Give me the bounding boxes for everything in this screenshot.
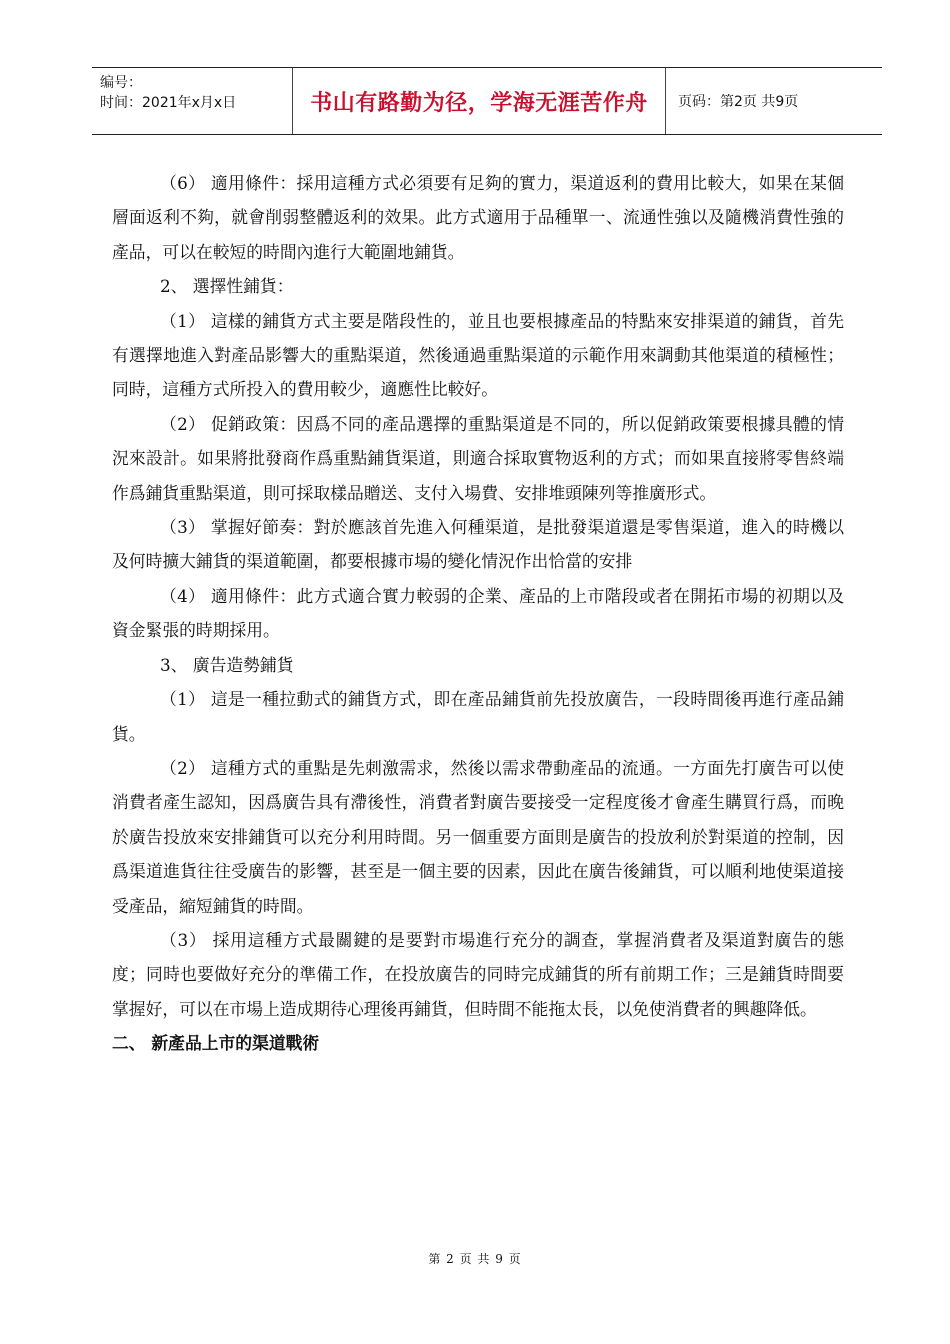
header-motto: 书山有路勤为径，学海无涯苦作舟 (293, 68, 666, 134)
header-page-info: 页码：第2页 共9页 (678, 94, 799, 110)
document-body (112, 166, 844, 1061)
code-label: 编号： (100, 75, 142, 91)
section-heading: 二、 新產品上市的渠道戰術 (112, 1033, 320, 1054)
paragraph: （4） 適用條件：此方式適合實力較弱的企業、產品的上市階段或者在開拓市場的初期以及資金緊張的時期採用。 (112, 585, 844, 641)
time-label: 时间：2021年x月x日 (100, 95, 237, 111)
subheading: 2、 選擇性鋪貨： (160, 276, 294, 297)
paragraph: （3） 掌握好節奏：對於應該首先進入何種渠道，是批發渠道還是零售渠道，進入的時機以及何時擴大鋪貨的渠道範圍，都要根據市場的變化情況作出恰當的安排 (112, 517, 844, 572)
paragraph: （3） 採用這種方式最關鍵的是要對市場進行充分的調查，掌握消費者及渠道對廣告的態度；同時也要做好充分的準備工作，在投放廣告的同時完成鋪貨的所有前期工作；三是鋪貨時間要掌握好，可以在市場上造成期待心理後再鋪貨，但時間不能拖太長，以免使消費者的興趣降低。 (112, 929, 844, 1019)
page-header (92, 67, 882, 135)
paragraph: （6） 適用條件：採用這種方式必須要有足夠的實力，渠道返利的費用比較大，如果在某個層面返利不夠，就會削弱整體返利的效果。此方式適用于品種單一、流通性強以及隨機消費性強的產品，可以在較短的時間內進行大範圍地鋪貨。 (112, 173, 844, 262)
paragraph: （2） 促銷政策：因爲不同的產品選擇的重點渠道是不同的，所以促銷政策要根據具體的情況來設計。如果將批發商作爲重點鋪貨渠道，則適合採取實物返利的方式；而如果直接將零售終端作爲鋪貨重點渠道，則可採取樣品贈送、支付入場費、安排堆頭陳列等推廣形式。 (112, 413, 844, 503)
page-footer: 第 2 页 共 9 页 (428, 1252, 522, 1266)
subheading: 3、 廣告造勢鋪貨 (160, 654, 294, 675)
header-meta (92, 68, 293, 134)
paragraph: （2） 這種方式的重點是先刺激需求，然後以需求帶動產品的流通。一方面先打廣告可以使消費者產生認知，因爲廣告具有滯後性，消費者對廣告要接受一定程度後才會產生購買行爲，而晚於廣告投放來安排鋪貨可以充分利用時間。另一個重要方面則是廣告的投放利於對渠道的控制，因爲渠道進貨往往受廣告的影響，甚至是一個主要的因素，因此在廣告後鋪貨，可以順利地使渠道接受產品，縮短鋪貨的時間。 (112, 757, 844, 916)
paragraph: （1） 這是一種拉動式的鋪貨方式，即在產品鋪貨前先投放廣告，一段時間後再進行產品鋪貨。 (112, 689, 844, 744)
paragraph: （1） 這樣的鋪貨方式主要是階段性的，並且也要根據產品的特點來安排渠道的鋪貨，首先有選擇地進入對產品影響大的重點渠道，然後通過重點渠道的示範作用來調動其他渠道的積極性；同時，這種方式所投入的費用較少，適應性比較好。 (112, 310, 844, 400)
